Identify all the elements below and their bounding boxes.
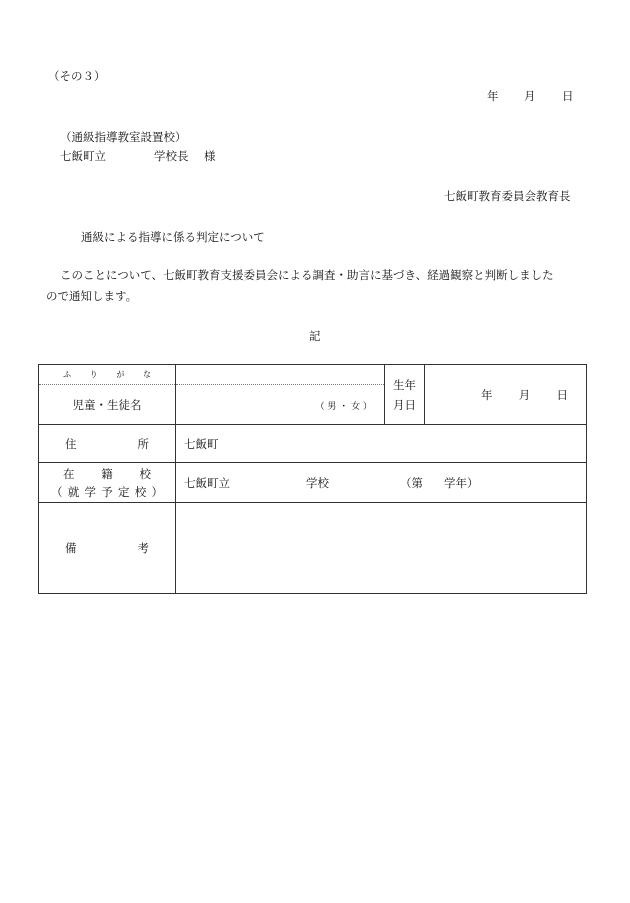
furigana-value[interactable] [176, 365, 384, 385]
school-value[interactable]: 七飯町立 学校 （第 学年） [176, 463, 587, 503]
address-label-cell: 住 所 [39, 425, 176, 463]
school-row [39, 463, 587, 503]
name-label-cell [39, 365, 176, 425]
subject-line: 通級による指導に係る判定について [81, 230, 265, 244]
address-row [39, 425, 587, 463]
remarks-label-cell: 備 考 [39, 503, 176, 594]
remarks-row [39, 503, 587, 594]
gender-choice[interactable]: （ 男 ・ 女 ） [315, 402, 372, 412]
furigana-label: ふ り が な [39, 365, 175, 385]
date-day-label: 日 [562, 89, 574, 103]
recipient-principal: 学校長 [154, 149, 189, 163]
body-line-1: このことについて、七飯町教育支援委員会による調査・助言に基づき、経過観察と判断しました [60, 268, 554, 282]
address-value[interactable]: 七飯町 [176, 425, 587, 463]
name-value[interactable] [176, 385, 384, 424]
name-value-cell [176, 365, 385, 425]
name-row [39, 365, 587, 425]
recipient-category: （通級指導教室設置校） [60, 130, 187, 144]
ki-heading: 記 [309, 329, 321, 343]
date-month-label: 月 [524, 89, 536, 103]
birth-label-cell: 生年 月日 [385, 365, 425, 425]
name-label: 児童・生徒名 [72, 397, 142, 412]
recipient-town-school: 七飯町立 [60, 149, 106, 163]
sender-name: 七飯町教育委員会教育長 [444, 189, 571, 203]
recipient-honorific: 様 [204, 149, 216, 163]
date-year-label: 年 [487, 89, 499, 103]
school-label-cell: 在 籍 校 （ 就 学 予 定 校 ） [39, 463, 176, 503]
document-number: （その３） [48, 69, 106, 83]
birth-value-cell[interactable]: 年 月 日 [425, 365, 587, 425]
body-line-2: ので通知します。 [46, 289, 138, 303]
remarks-value[interactable] [176, 503, 587, 594]
info-table [38, 364, 587, 594]
